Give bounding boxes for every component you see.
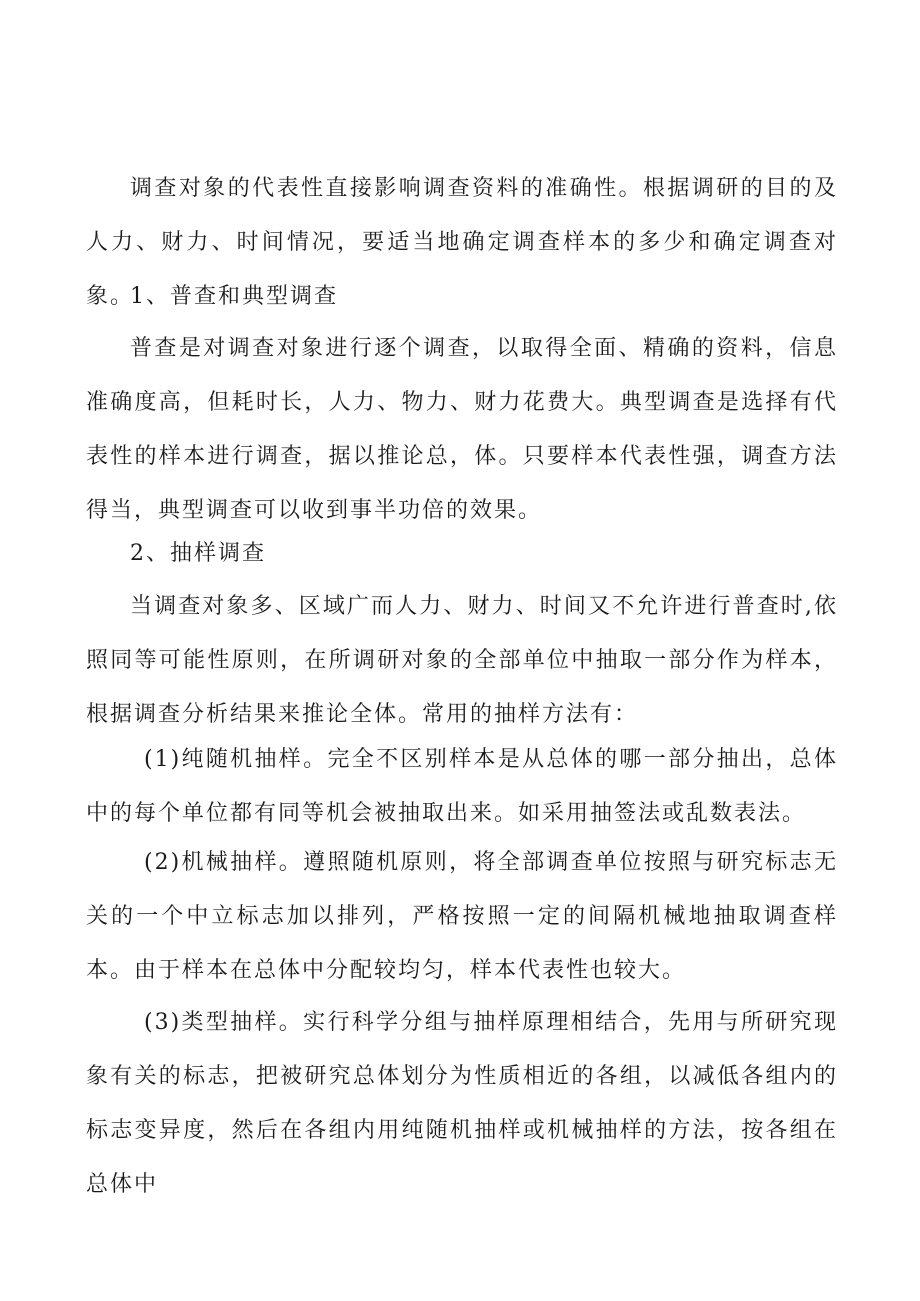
section-heading-sampling: 2、抽样调查 [130, 541, 266, 566]
paragraph-random-sampling: (1)纯随机抽样。完全不区别样本是从总体的哪一部分抽出，总体中的每个单位都有同等机会被抽取出来。如采用抽签法或乱数表法。 [86, 747, 838, 826]
paragraph-census: 普查是对调查对象进行逐个调查，以取得全面、精确的资料，信息准确度高，但耗时长，人力、物力、财力花费大。典型调查是选择有代表性的样本进行调查，据以推论总，体。只要样本代表性强，调查方法得当，典型调查可以收到事半功倍的效果。 [86, 336, 838, 523]
paragraph-intro: 调查对象的代表性直接影响调查资料的准确性。根据调研的目的及人力、财力、时间情况，要适当地确定调查样本的多少和确定调查对象。 [86, 176, 838, 309]
paragraph-sampling: 当调查对象多、区域广而人力、财力、时间又不允许进行普查时,依照同等可能性原则，在所调研对象的全部单位中抽取一部分作为样本，根据调查分析结果来推论全体。常用的抽样方法有： [86, 594, 838, 727]
paragraph-stratified-sampling: (3)类型抽样。实行科学分组与抽样原理相结合，先用与所研究现象有关的标志，把被研究总体划分为性质相近的各组，以减低各组内的标志变异度，然后在各组内用纯随机抽样或机械抽样的方法，按各组在总体中 [86, 1010, 838, 1197]
section-heading-census: 1、普查和典型调查 [130, 284, 338, 309]
paragraph-systematic-sampling: (2)机械抽样。遵照随机原则，将全部调查单位按照与研究标志无关的一个中立标志加以排列，严格按照一定的间隔机械地抽取调查样本。由于样本在总体中分配较均匀，样本代表性也较大。 [86, 850, 838, 983]
